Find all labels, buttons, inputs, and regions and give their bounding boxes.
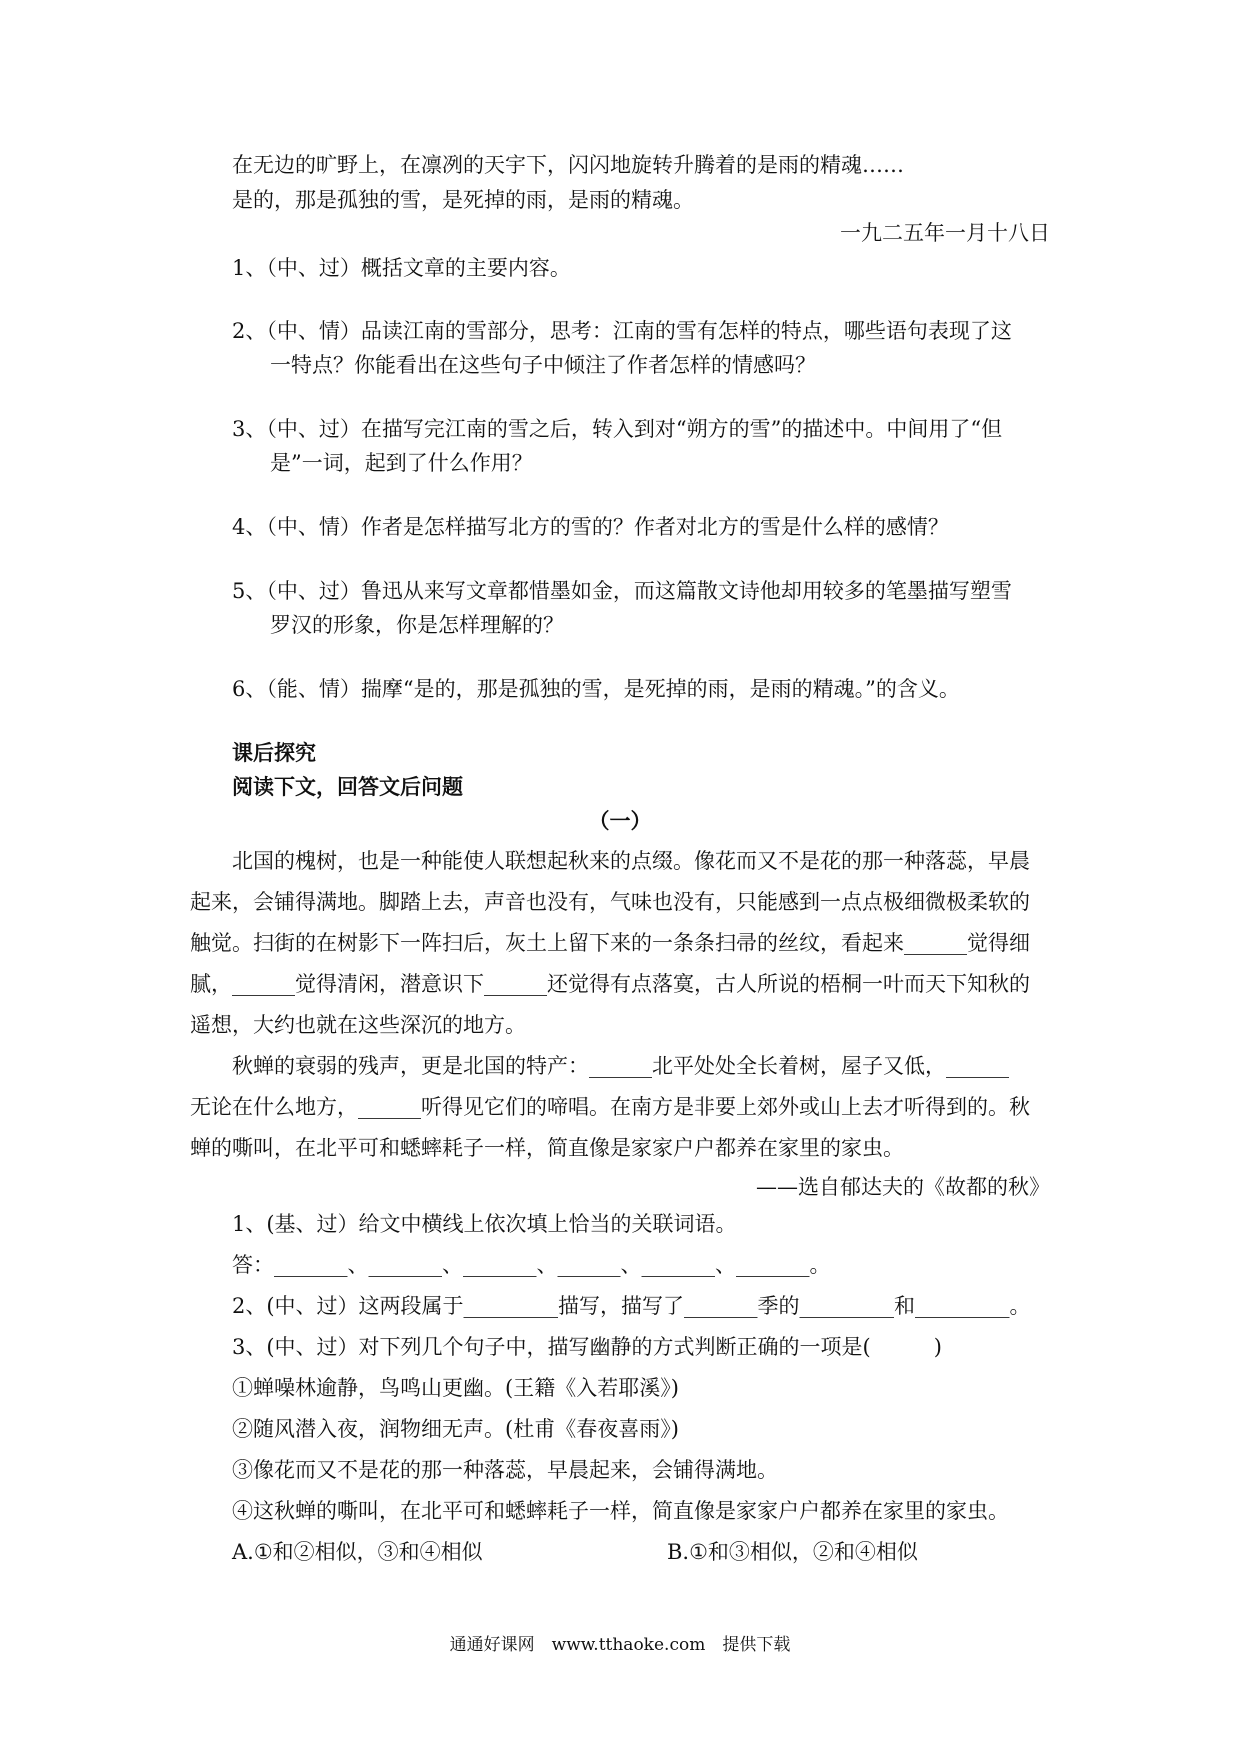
option-sentence-2: ②随风潜入夜，润物细无声。(杜甫《春夜喜雨》) bbox=[232, 1417, 679, 1441]
question-5-line-2: 罗汉的形象，你是怎样理解的？ bbox=[270, 613, 564, 637]
section-heading: 课后探究 bbox=[232, 740, 316, 765]
passage-line-7: 无论在什么地方，______听得见它们的啼唱。在南方是非要上郊外或山上去才听得到的。秋 bbox=[190, 1095, 1030, 1119]
passage-line-3: 触觉。扫街的在树影下一阵扫后，灰土上留下来的一条条扫帚的丝纹，看起来______觉得细 bbox=[190, 931, 1030, 955]
option-sentence-4: ④这秋蝉的嘶叫，在北平可和蟋蟀耗子一样，简直像是家家户户都养在家里的家虫。 bbox=[232, 1499, 1009, 1523]
exercise-1: 1、(基、过）给文中横线上依次填上恰当的关联词语。 bbox=[232, 1212, 737, 1236]
date-line: 一九二五年一月十八日 bbox=[840, 221, 1050, 245]
exercise-2: 2、(中、过）这两段属于_________描写，描写了_______季的_________和_________。 bbox=[232, 1294, 1031, 1318]
choice-a: A.①和②相似，③和④相似 bbox=[232, 1540, 483, 1564]
exercise-1-answer: 答：_______、_______、_______、______、_______、_______。 bbox=[232, 1253, 831, 1277]
passage-number: （一） bbox=[588, 808, 652, 833]
question-4: 4、（中、情）作者是怎样描写北方的雪的？作者对北方的雪是什么样的感情？ bbox=[232, 515, 949, 539]
passage-line-2: 起来，会铺得满地。脚踏上去，声音也没有，气味也没有，只能感到一点点极细微极柔软的 bbox=[190, 890, 1030, 914]
reading-instruction: 阅读下文，回答文后问题 bbox=[232, 774, 463, 799]
question-6: 6、（能、情）揣摩“是的，那是孤独的雪，是死掉的雨，是雨的精魂。”的含义。 bbox=[232, 677, 960, 701]
question-2-line-1: 2、（中、情）品读江南的雪部分，思考：江南的雪有怎样的特点，哪些语句表现了这 bbox=[232, 319, 1012, 343]
choice-b: B.①和③相似，②和④相似 bbox=[667, 1540, 918, 1564]
exercise-3: 3、(中、过）对下列几个句子中，描写幽静的方式判断正确的一项是( ) bbox=[232, 1335, 942, 1359]
option-sentence-3: ③像花而又不是花的那一种落蕊，早晨起来，会铺得满地。 bbox=[232, 1458, 778, 1482]
question-5-line-1: 5、（中、过）鲁迅从来写文章都惜墨如金，而这篇散文诗他却用较多的笔墨描写塑雪 bbox=[232, 579, 1012, 603]
passage-line-6: 秋蝉的衰弱的残声，更是北国的特产：______北平处处全长着树，屋子又低，______ bbox=[232, 1054, 1009, 1078]
poem-line-1: 在无边的旷野上，在凛冽的天宇下，闪闪地旋转升腾着的是雨的精魂…… bbox=[232, 153, 904, 177]
option-sentence-1: ①蝉噪林逾静，鸟鸣山更幽。(王籍《入若耶溪》) bbox=[232, 1376, 679, 1400]
passage-line-1: 北国的槐树，也是一种能使人联想起秋来的点缀。像花而又不是花的那一种落蕊，早晨 bbox=[232, 849, 1030, 873]
question-3-line-1: 3、（中、过）在描写完江南的雪之后，转入到对“朔方的雪”的描述中。中间用了“但 bbox=[232, 417, 1003, 441]
page-footer: 通通好课网 www.tthaoke.com 提供下载 bbox=[449, 1635, 791, 1655]
passage-line-8: 蝉的嘶叫，在北平可和蟋蟀耗子一样，简直像是家家户户都养在家里的家虫。 bbox=[190, 1136, 904, 1160]
passage-line-4: 腻，______觉得清闲，潜意识下______还觉得有点落寞，古人所说的梧桐一叶而天下知秋的 bbox=[190, 972, 1030, 996]
passage-source: ——选自郁达夫的《故都的秋》 bbox=[756, 1175, 1050, 1199]
question-1: 1、（中、过）概括文章的主要内容。 bbox=[232, 256, 571, 280]
question-2-line-2: 一特点？你能看出在这些句子中倾注了作者怎样的情感吗？ bbox=[270, 353, 816, 377]
passage-line-5: 遥想，大约也就在这些深沉的地方。 bbox=[190, 1013, 526, 1037]
question-3-line-2: 是”一词，起到了什么作用？ bbox=[270, 451, 533, 475]
poem-line-2: 是的，那是孤独的雪，是死掉的雨，是雨的精魂。 bbox=[232, 188, 694, 212]
